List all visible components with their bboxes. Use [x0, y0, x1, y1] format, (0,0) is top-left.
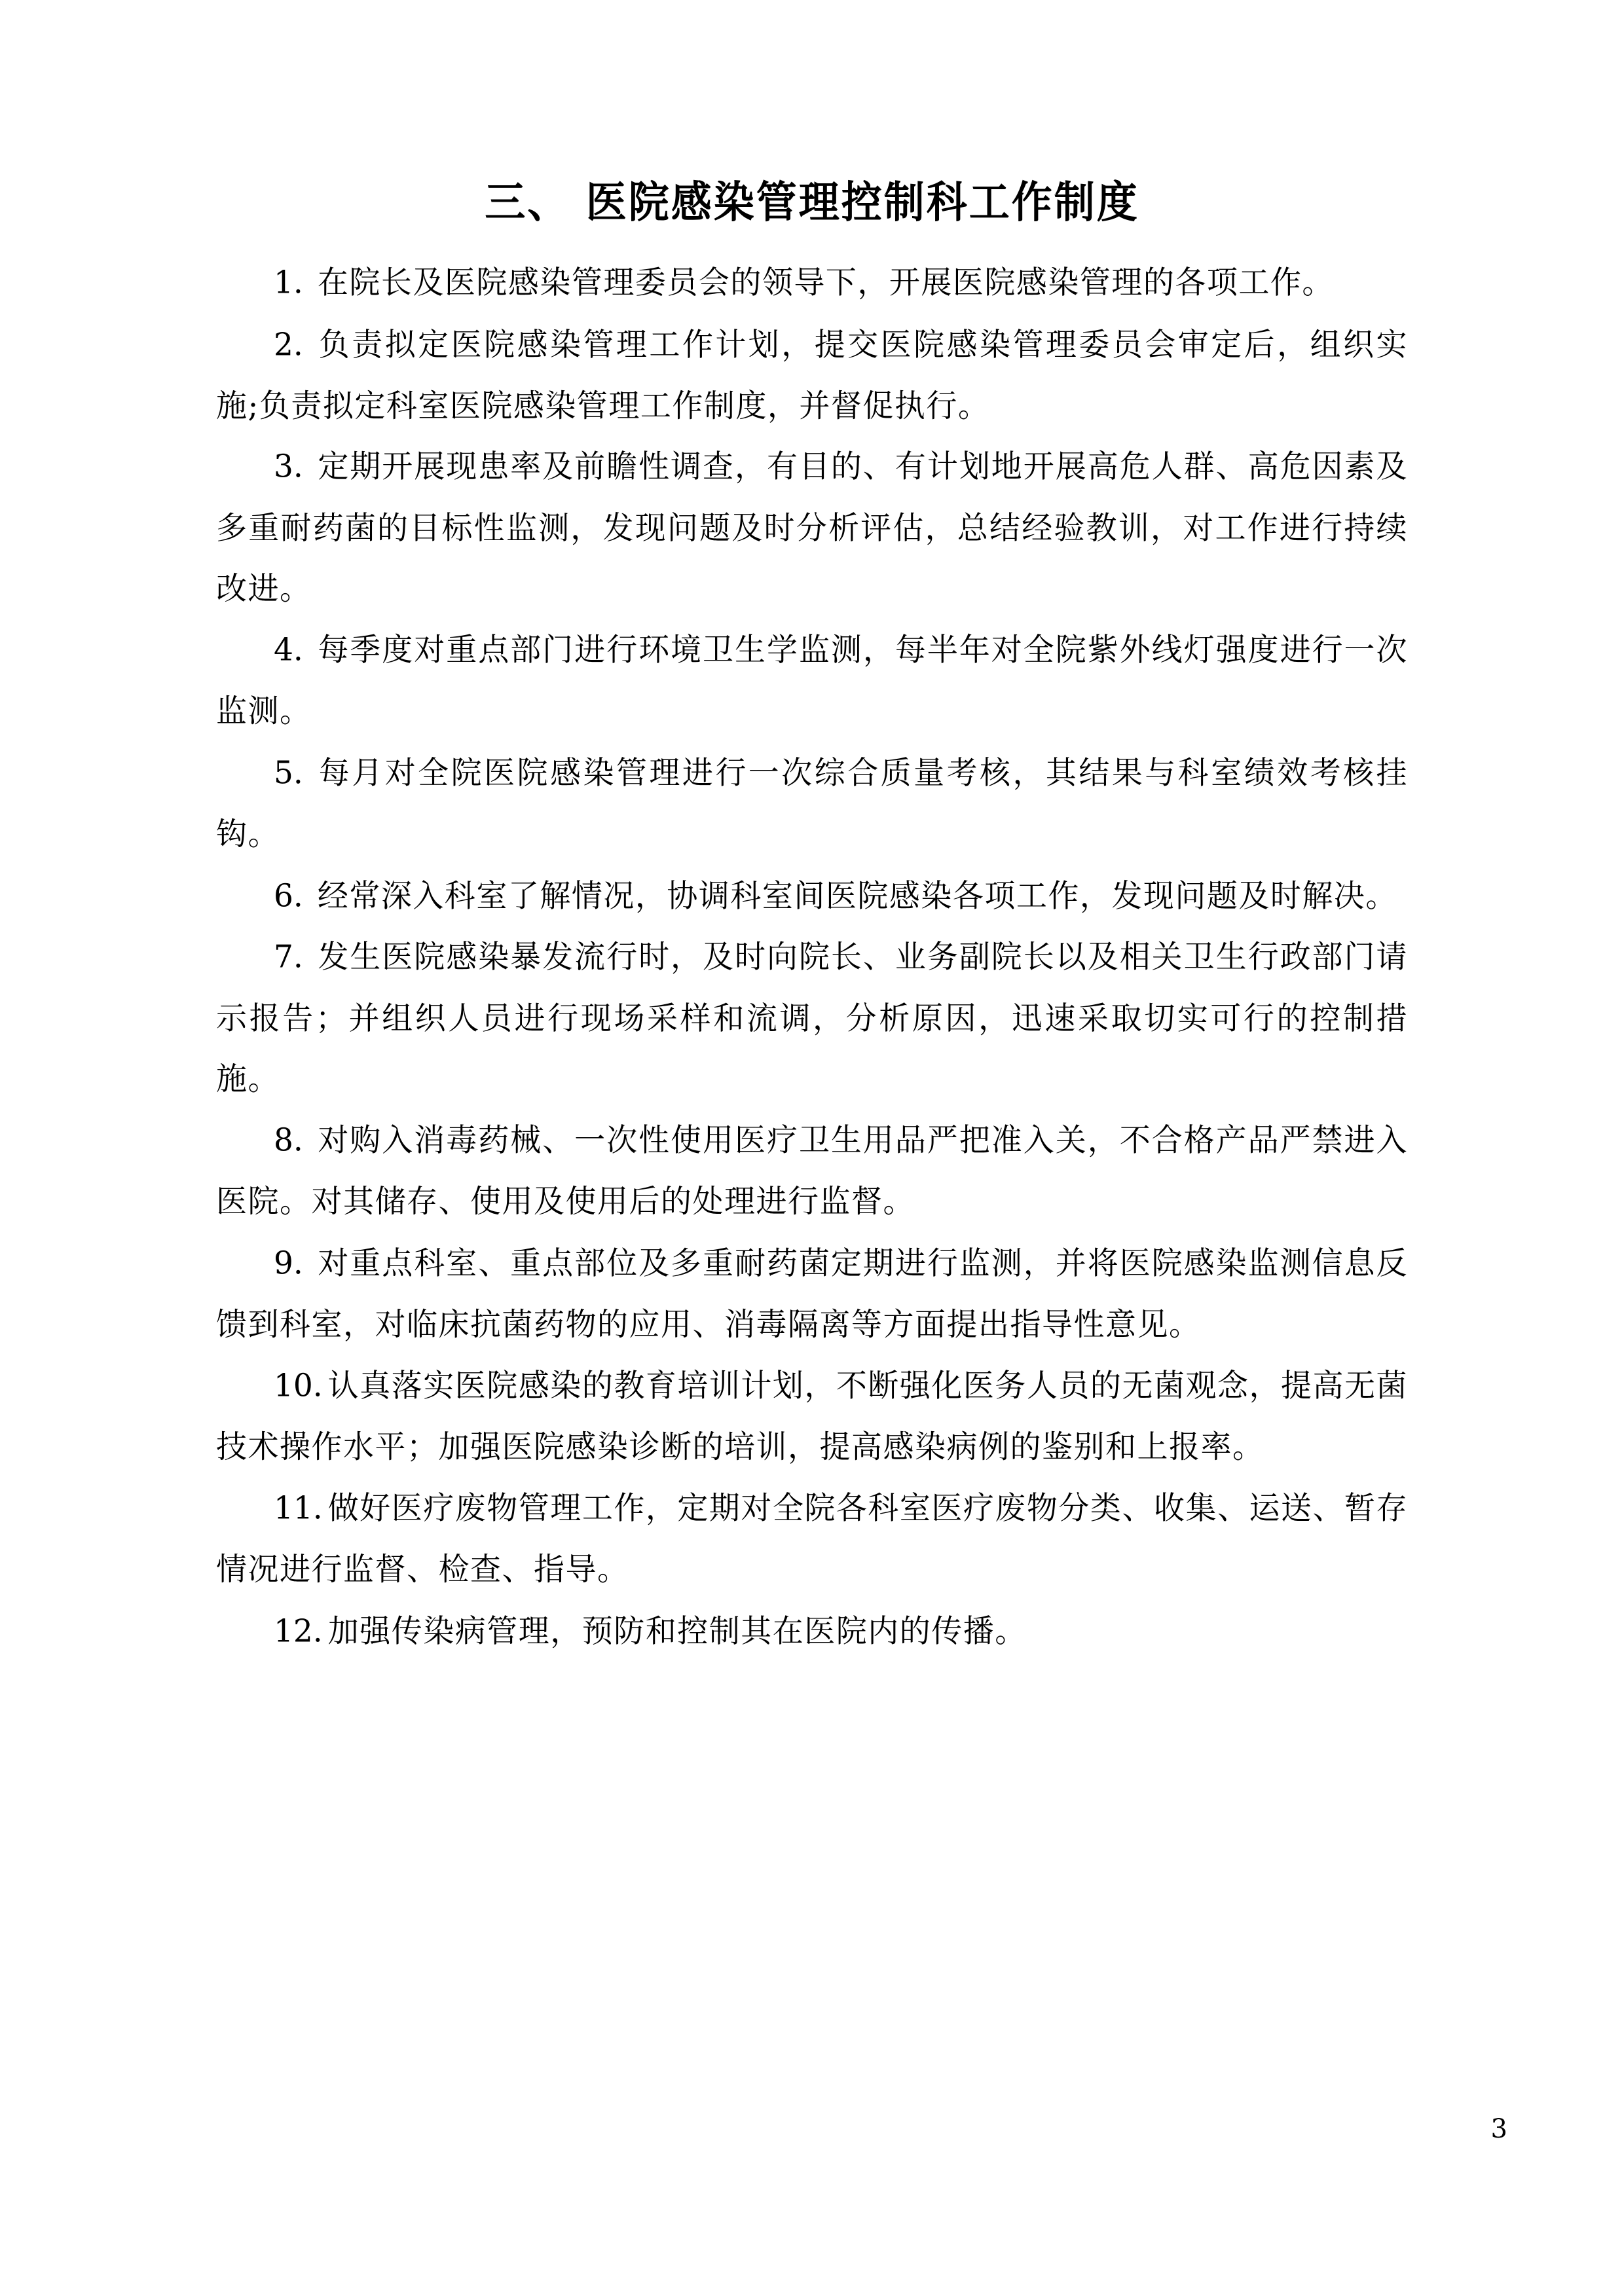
- clause-item: [216, 866, 1408, 926]
- clause-number: 3.: [274, 448, 303, 486]
- clause-item: [216, 252, 1408, 313]
- clause-number: 12.: [274, 1613, 323, 1650]
- clause-item: [216, 1355, 1408, 1478]
- clause-number: 7.: [274, 939, 303, 976]
- document-body: [216, 177, 1408, 1664]
- clause-item: [216, 314, 1408, 437]
- clause-item: [216, 1233, 1408, 1355]
- clause-text: 对重点科室、重点部位及多重耐药菌定期进行监测，并将医院感染监测信息反馈到科室，对临床抗菌药物的应用、消毒隔离等方面提出指导性意见。: [216, 1245, 1408, 1343]
- clause-item: [216, 1110, 1408, 1233]
- clause-item: [216, 437, 1408, 620]
- clause-number: 6.: [274, 877, 303, 915]
- clause-number: 8.: [274, 1121, 303, 1159]
- clause-item: [216, 927, 1408, 1110]
- clause-number: 11.: [274, 1489, 323, 1527]
- clause-item: [216, 619, 1408, 742]
- clause-text: 每月对全院医院感染管理进行一次综合质量考核，其结果与科室绩效考核挂钩。: [216, 754, 1408, 852]
- clause-text: 负责拟定医院感染管理工作计划，提交医院感染管理委员会审定后，组织实施;负责拟定科室医院感染管理工作制度，并督促执行。: [216, 326, 1408, 425]
- page-number: 3: [1490, 2114, 1507, 2144]
- clause-text: 每季度对重点部门进行环境卫生学监测，每半年对全院紫外线灯强度进行一次监测。: [216, 631, 1408, 730]
- clause-text: 发生医院感染暴发流行时，及时向院长、业务副院长以及相关卫生行政部门请示报告；并组织人员进行现场采样和流调，分析原因，迅速采取切实可行的控制措施。: [216, 939, 1408, 1099]
- clause-text: 认真落实医院感染的教育培训计划，不断强化医务人员的无菌观念，提高无菌技术操作水平；加强医院感染诊断的培训，提高感染病例的鉴别和上报率。: [216, 1367, 1408, 1466]
- clause-text: 在院长及医院感染管理委员会的领导下，开展医院感染管理的各项工作。: [317, 264, 1334, 301]
- clause-number: 1.: [274, 264, 303, 301]
- clause-item: [216, 742, 1408, 865]
- clause-number: 2.: [274, 326, 303, 363]
- clause-number: 5.: [274, 754, 303, 792]
- clause-text: 加强传染病管理，预防和控制其在医院内的传播。: [327, 1613, 1027, 1650]
- clause-text: 经常深入科室了解情况，协调科室间医院感染各项工作，发现问题及时解决。: [317, 877, 1397, 915]
- clause-list: [216, 253, 1408, 1662]
- clause-number: 9.: [274, 1245, 303, 1282]
- clause-number: 10.: [274, 1367, 323, 1404]
- clause-item: [216, 1478, 1408, 1600]
- page-title: 三、 医院感染管理控制科工作制度: [485, 177, 1139, 228]
- clause-text: 对购入消毒药械、一次性使用医疗卫生用品严把准入关，不合格产品严禁进入医院。对其储存、使用及使用后的处理进行监督。: [216, 1121, 1408, 1220]
- clause-text: 做好医疗废物管理工作，定期对全院各科室医疗废物分类、收集、运送、暂存情况进行监督、检查、指导。: [216, 1489, 1408, 1588]
- clause-number: 4.: [274, 631, 303, 668]
- clause-item: [216, 1601, 1408, 1662]
- clause-text: 定期开展现患率及前瞻性调查，有目的、有计划地开展高危人群、高危因素及多重耐药菌的目标性监测，发现问题及时分析评估，总结经验教训，对工作进行持续改进。: [216, 448, 1408, 608]
